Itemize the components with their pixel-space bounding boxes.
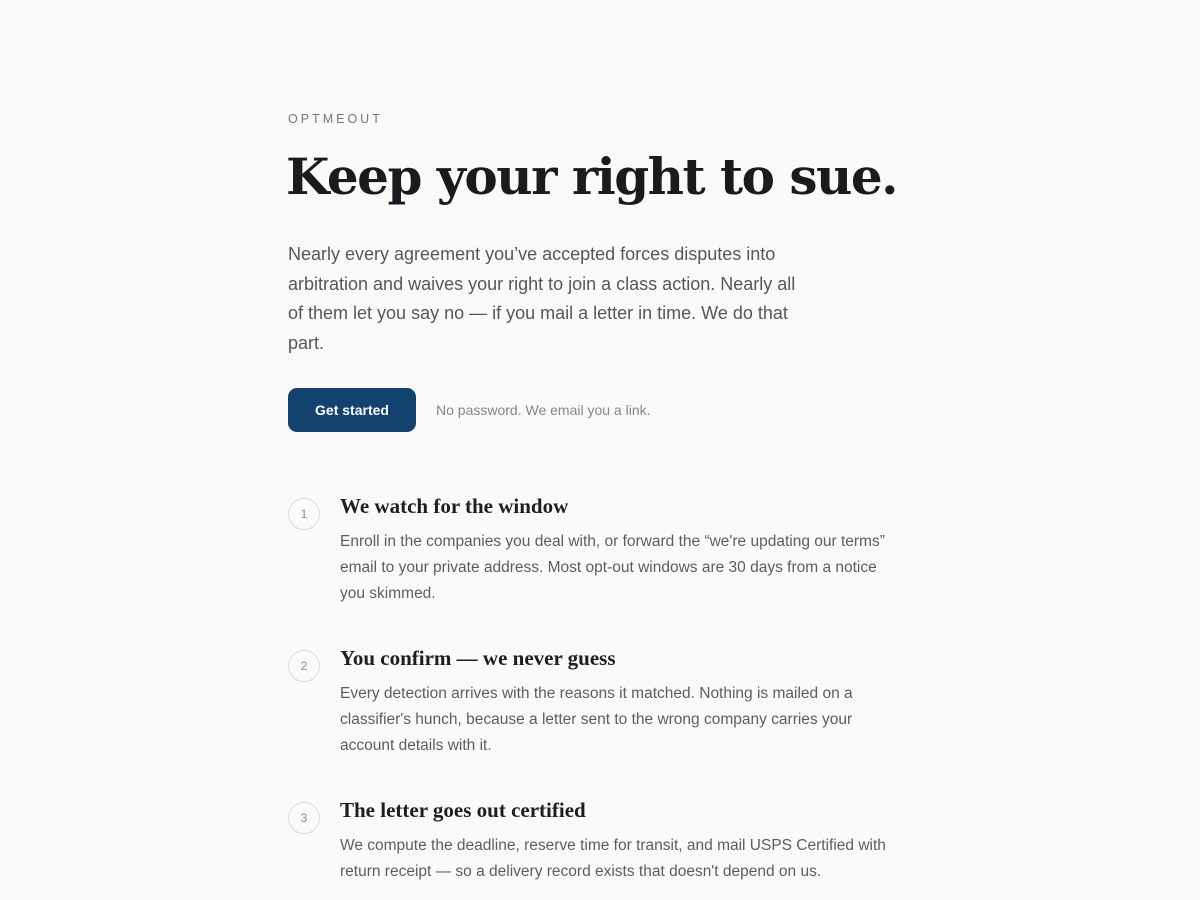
step-title: We watch for the window [340, 494, 569, 518]
step-item [288, 794, 908, 900]
step-number-badge: 1 [288, 498, 320, 530]
step-number-badge: 2 [288, 650, 320, 682]
hero-lead: Nearly every agreement you’ve accepted forces disputes into arbitration and waives your right to join a class action. Nearly all of them let you say no — if you mail a letter in time. We do that part. [288, 244, 796, 353]
step-number-badge: 3 [288, 802, 320, 834]
cta-note: No password. We email you a link. [436, 402, 651, 418]
step-title: You confirm — we never guess [340, 646, 616, 670]
page-title: Keep your right to sue. [286, 147, 898, 206]
cta-row [288, 388, 651, 432]
step-title: The letter goes out certified [340, 798, 586, 822]
brand-eyebrow: OPTMEOUT [288, 112, 383, 126]
step-item [288, 490, 908, 642]
step-description: Every detection arrives with the reasons it matched. Nothing is mailed on a classifier's hunch, because a letter sent to the wrong company carries your account details with it. [340, 685, 853, 754]
step-item [288, 642, 908, 794]
step-description: We compute the deadline, reserve time for transit, and mail USPS Certified with return receipt — so a delivery record exists that doesn't depend on us. [340, 837, 886, 880]
get-started-button[interactable]: Get started [288, 388, 416, 432]
steps-list [288, 490, 908, 900]
step-description: Enroll in the companies you deal with, or forward the “we're updating our terms” email to your private address. Most opt-out windows are 30 days from a notice you skimmed. [340, 533, 885, 602]
